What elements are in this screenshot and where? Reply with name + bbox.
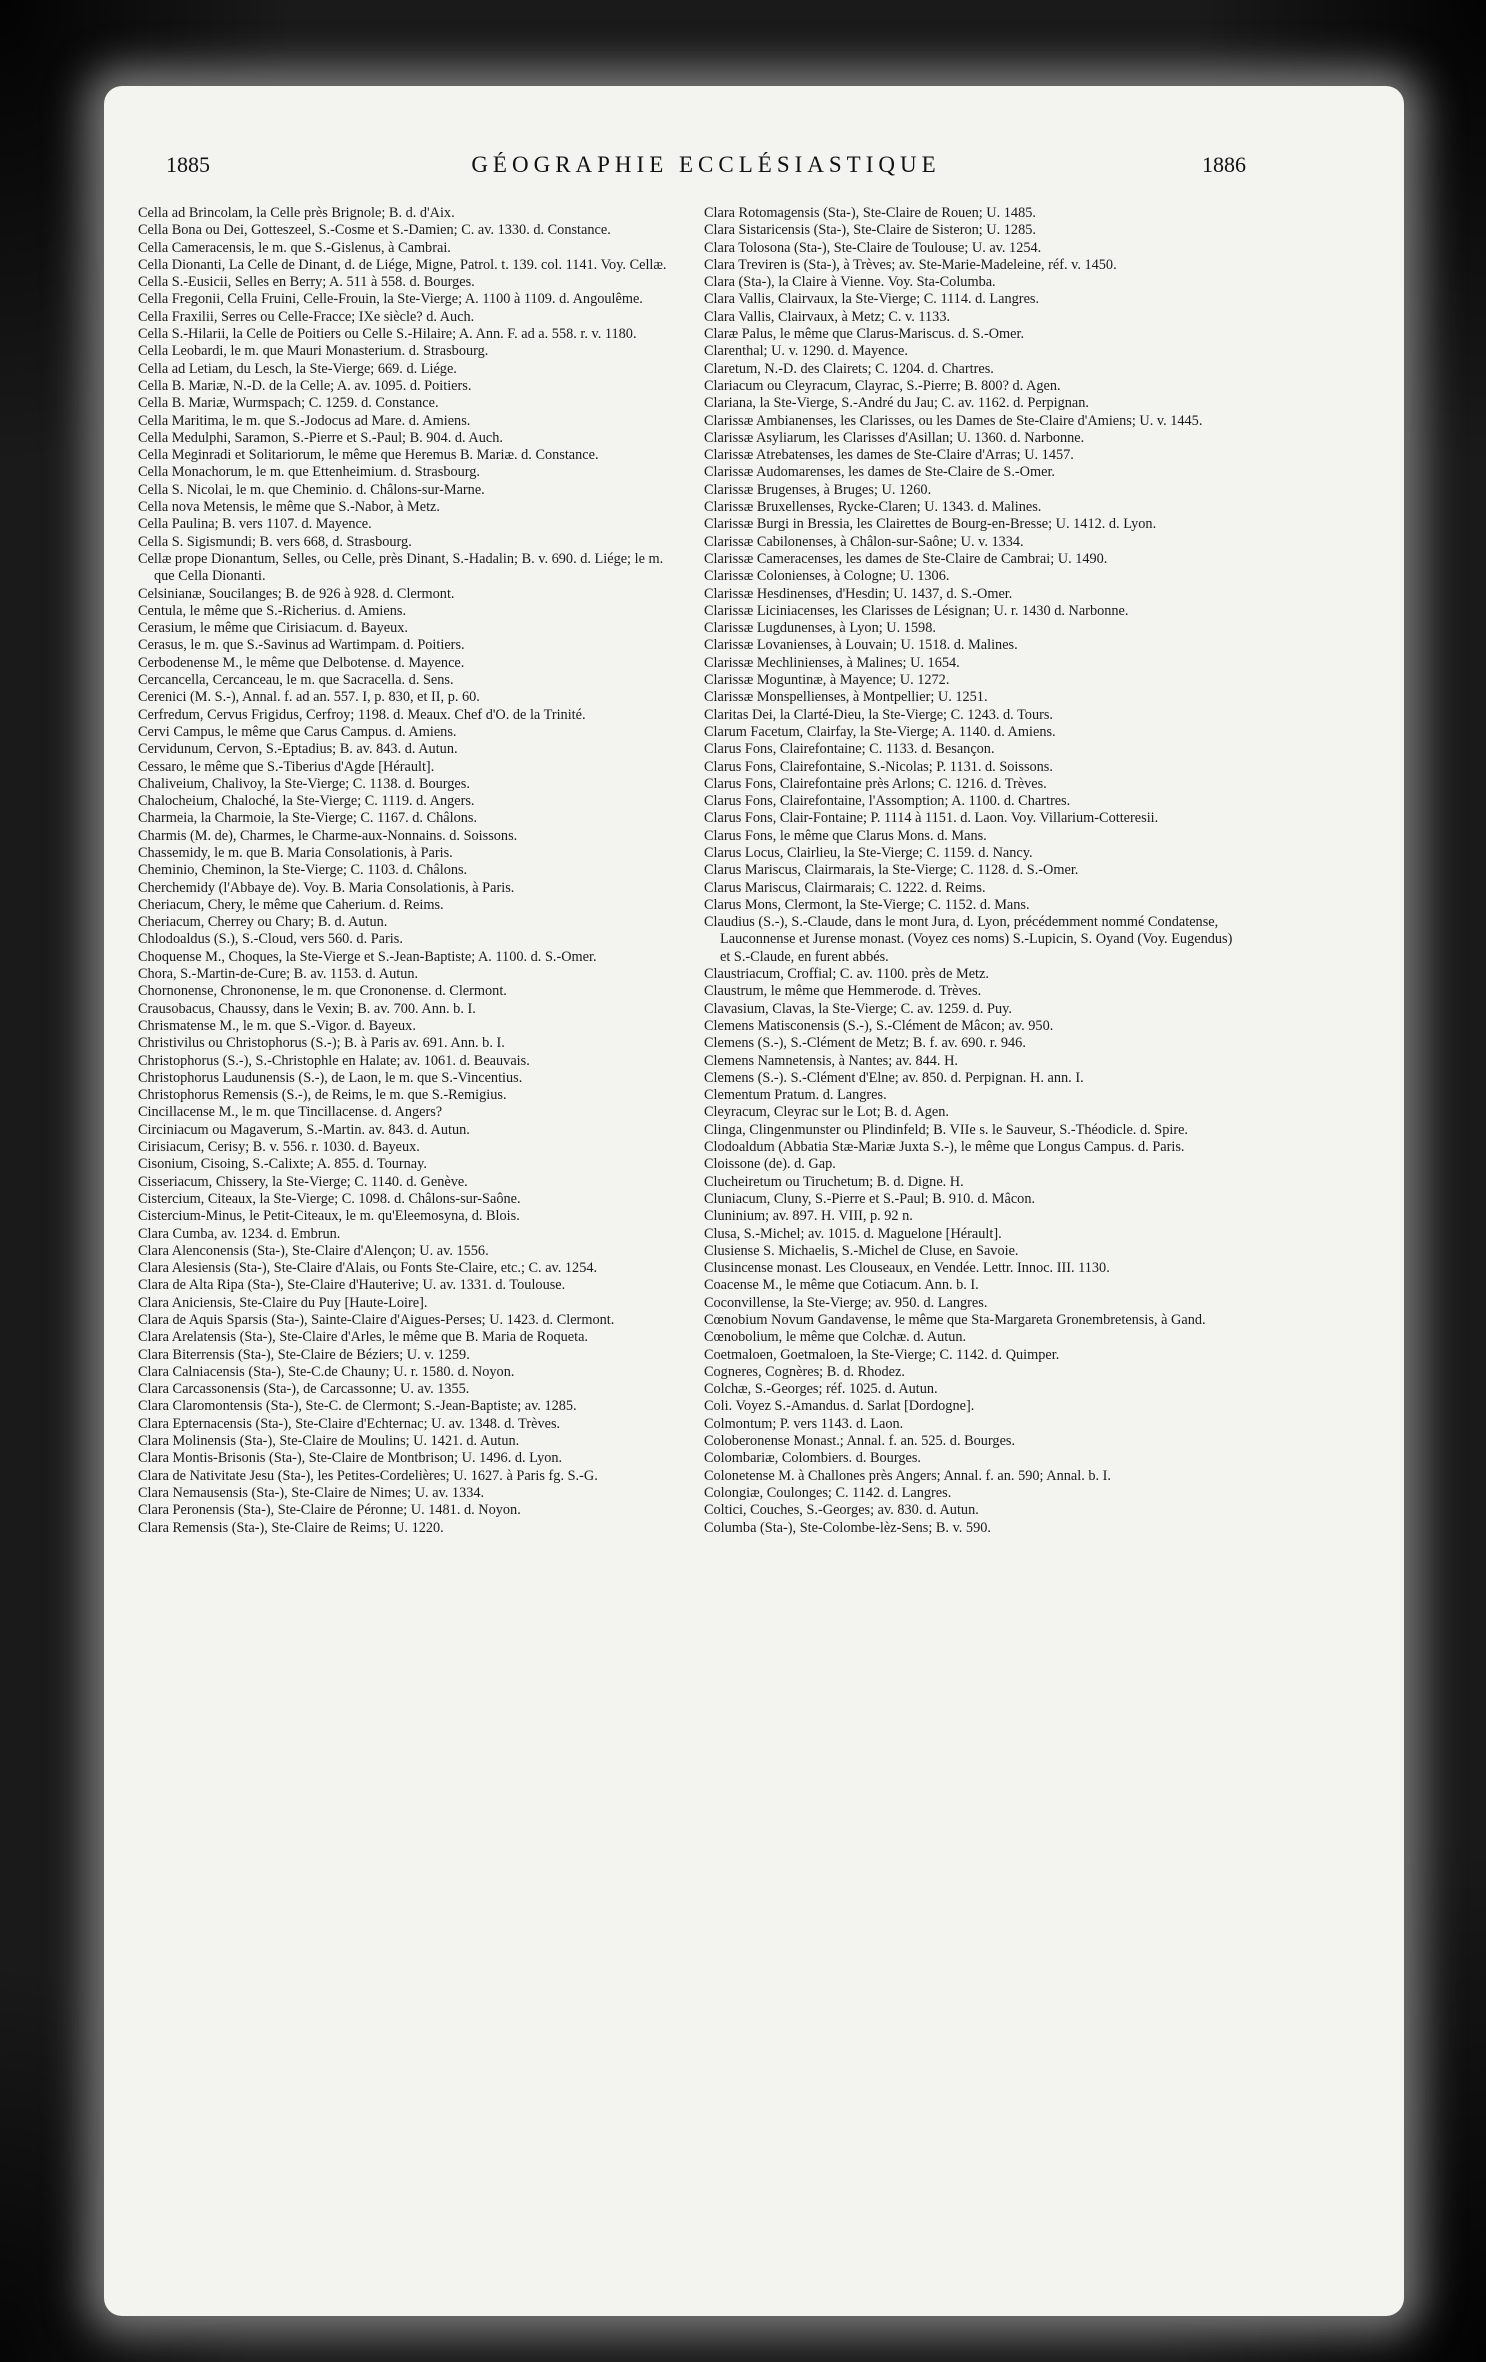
gazetteer-entry: Clementum Pratum. d. Langres. <box>704 1087 887 1104</box>
gazetteer-entry: Claræ Palus, le même que Clarus-Mariscus. d. S.-Omer. <box>704 326 1025 343</box>
gazetteer-entry: Clinga, Clingenmunster ou Plindinfeld; B. VIIe s. le Sauveur, S.-Théodicle. d. Spire. <box>704 1121 1188 1138</box>
gazetteer-entry: Chaliveium, Chalivoy, la Ste-Vierge; C. 1138. d. Bourges. <box>138 775 470 792</box>
gazetteer-entry: Clucheiretum ou Tiruchetum; B. d. Digne. H. <box>704 1173 964 1190</box>
gazetteer-entry: Cella Cameracensis, le m. que S.-Gislenus, à Cambrai. <box>138 239 451 256</box>
gazetteer-entry: Cervi Campus, le même que Carus Campus. d. Amiens. <box>138 723 457 740</box>
gazetteer-entry: Clusiense S. Michaelis, S.-Michel de Cluse, en Savoie. <box>704 1242 1019 1259</box>
gazetteer-entry: Clara Cumba, av. 1234. d. Embrun. <box>138 1225 341 1242</box>
gazetteer-entry: Cerfredum, Cervus Frigidus, Cerfroy; 1198. d. Meaux. Chef d'O. de la Trinité. <box>138 706 586 723</box>
gazetteer-entry: Colombariæ, Colombiers. d. Bourges. <box>704 1450 921 1467</box>
gazetteer-entry: Clara Vallis, Clairvaux, à Metz; C. v. 1133. <box>704 308 951 325</box>
gazetteer-entry: Clarus Fons, Clairefontaine, S.-Nicolas; P. 1131. d. Soissons. <box>704 758 1053 775</box>
gazetteer-entry: Celsinianæ, Soucilanges; B. de 926 à 928. d. Clermont. <box>138 585 455 602</box>
gazetteer-entry: Clara Nemausensis (Sta-), Ste-Claire de Nimes; U. av. 1334. <box>138 1484 485 1501</box>
gazetteer-entry: Cluniacum, Cluny, S.-Pierre et S.-Paul; B. 910. d. Mâcon. <box>704 1190 1036 1207</box>
gazetteer-entry: Clarissæ Liciniacenses, les Clarisses de Lésignan; U. r. 1430 d. Narbonne. <box>704 602 1129 619</box>
gazetteer-entry: Cerenici (M. S.-), Annal. f. ad an. 557. I, p. 830, et II, p. 60. <box>138 689 480 706</box>
gazetteer-entry: Clarissæ Asyliarum, les Clarisses d'Asillan; U. 1360. d. Narbonne. <box>704 429 1085 446</box>
gazetteer-entry: Choquense M., Choques, la Ste-Vierge et S.-Jean-Baptiste; A. 1100. d. S.-Omer. <box>138 948 597 965</box>
gazetteer-entry: Colonetense M. à Challones près Angers; Annal. f. an. 590; Annal. b. I. <box>704 1467 1111 1484</box>
gazetteer-entry: Clarenthal; U. v. 1290. d. Mayence. <box>704 343 908 360</box>
gazetteer-entry: Clemens Namnetensis, à Nantes; av. 844. H. <box>704 1052 958 1069</box>
gazetteer-entry: Clarissæ Brugenses, à Bruges; U. 1260. <box>704 481 932 498</box>
gazetteer-entry: Circiniacum ou Magaverum, S.-Martin. av. 843. d. Autun. <box>138 1121 470 1138</box>
gazetteer-entry: Cella nova Metensis, le même que S.-Nabor, à Metz. <box>138 499 440 516</box>
gazetteer-entry: Clara (Sta-), la Claire à Vienne. Voy. Sta-Columba. <box>704 274 996 291</box>
page-number-left: 1885 <box>166 152 210 177</box>
gazetteer-entry: Cincillacense M., le m. que Tincillacense. d. Angers? <box>138 1104 443 1121</box>
gazetteer-entry: Clarissæ Bruxellenses, Rycke-Claren; U. 1343. d. Malines. <box>704 499 1042 516</box>
gazetteer-entry: Cella Maritima, le m. que S.-Jodocus ad Mare. d. Amiens. <box>138 412 471 429</box>
gazetteer-entry: Clara Sistaricensis (Sta-), Ste-Claire de Sisteron; U. 1285. <box>704 222 1036 239</box>
gazetteer-entry: Clarus Fons, Clair-Fontaine; P. 1114 à 1151. d. Laon. Voy. Villarium-Cotteresii. <box>704 810 1159 827</box>
gazetteer-entry: Coetmaloen, Goetmaloen, la Ste-Vierge; C. 1142. d. Quimper. <box>704 1346 1060 1363</box>
gazetteer-entry: Clarus Fons, Clairefontaine, l'Assomption; A. 1100. d. Chartres. <box>704 793 1071 810</box>
gazetteer-entry: Clarus Mariscus, Clairmarais; C. 1222. d. Reims. <box>704 879 986 896</box>
gazetteer-entry: Colchæ, S.-Georges; réf. 1025. d. Autun. <box>704 1381 938 1398</box>
gazetteer-entry: Colmontum; P. vers 1143. d. Laon. <box>704 1415 904 1432</box>
gazetteer-entry: Cisseriacum, Chissery, la Ste-Vierge; C. 1140. d. Genève. <box>138 1173 468 1190</box>
gazetteer-entry: Centula, le même que S.-Richerius. d. Amiens. <box>138 602 407 619</box>
gazetteer-entry: Clarissæ Atrebatenses, les dames de Ste-Claire d'Arras; U. 1457. <box>704 447 1074 464</box>
right-column <box>704 205 1244 1537</box>
gazetteer-entry: Clara Peronensis (Sta-), Ste-Claire de Péronne; U. 1481. d. Noyon. <box>138 1502 521 1519</box>
gazetteer-entry: Cella Fregonii, Cella Fruini, Celle-Frouin, la Ste-Vierge; A. 1100 à 1109. d. Angoulême. <box>138 291 643 308</box>
gazetteer-entry: Clara de Nativitate Jesu (Sta-), les Petites-Cordelières; U. 1627. à Paris fg. S.-G. <box>138 1467 598 1484</box>
gazetteer-entry: Clarissæ Monspellienses, à Montpellier; U. 1251. <box>704 689 988 706</box>
gazetteer-entry: Cella Dionanti, La Celle de Dinant, d. de Liége, Migne, Patrol. t. 139. col. 1141. Voy. Cellæ. <box>138 256 667 273</box>
gazetteer-entry: Claritas Dei, la Clarté-Dieu, la Ste-Vierge; C. 1243. d. Tours. <box>704 706 1054 723</box>
gazetteer-entry: Cheriacum, Chery, le même que Caherium. d. Reims. <box>138 896 444 913</box>
gazetteer-entry: Clavasium, Clavas, la Ste-Vierge; C. av. 1259. d. Puy. <box>704 1000 1012 1017</box>
gazetteer-entry: Cella B. Mariæ, Wurmspach; C. 1259. d. Constance. <box>138 395 439 412</box>
gazetteer-entry: Clarus Fons, Clairefontaine; C. 1133. d. Besançon. <box>704 741 995 758</box>
gazetteer-entry: Clarus Locus, Clairlieu, la Ste-Vierge; C. 1159. d. Nancy. <box>704 844 1033 861</box>
gazetteer-entry: Cœnobium Novum Gandavense, le même que Sta-Margareta Gronembretensis, à Gand. <box>704 1312 1206 1328</box>
gazetteer-entry: Clusa, S.-Michel; av. 1015. d. Maguelone [Hérault]. <box>704 1225 1002 1242</box>
gazetteer-entry: Clarum Facetum, Clairfay, la Ste-Vierge; A. 1140. d. Amiens. <box>704 723 1056 740</box>
gazetteer-entry: Clarissæ Audomarenses, les dames de Ste-Claire de S.-Omer. <box>704 464 1055 481</box>
gazetteer-entry: Claustrum, le même que Hemmerode. d. Trèves. <box>704 983 982 1000</box>
gazetteer-entry: Chlodoaldus (S.), S.-Cloud, vers 560. d. Paris. <box>138 931 403 948</box>
gazetteer-entry: Cercancella, Cercanceau, le m. que Sacracella. d. Sens. <box>138 672 454 689</box>
gazetteer-entry: Clarissæ Lovanienses, à Louvain; U. 1518. d. Malines. <box>704 637 1018 654</box>
gazetteer-entry: Christophorus Laudunensis (S.-), de Laon, le m. que S.-Vincentius. <box>138 1069 523 1086</box>
gazetteer-entry: Clara Rotomagensis (Sta-), Ste-Claire de Rouen; U. 1485. <box>704 205 1036 221</box>
gazetteer-entry: Coloberonense Monast.; Annal. f. an. 525. d. Bourges. <box>704 1433 1016 1450</box>
gazetteer-entry: Cloissone (de). d. Gap. <box>704 1156 836 1173</box>
gazetteer-entry: Clarissæ Mechlinienses, à Malines; U. 1654. <box>704 654 960 671</box>
gazetteer-entry: Clarissæ Lugdunenses, à Lyon; U. 1598. <box>704 620 936 637</box>
gazetteer-entry: Clarissæ Hesdinenses, d'Hesdin; U. 1437, d. S.-Omer. <box>704 585 1013 602</box>
gazetteer-entry: Clariacum ou Cleyracum, Clayrac, S.-Pierre; B. 800? d. Agen. <box>704 377 1061 394</box>
gazetteer-entry: Cirisiacum, Cerisy; B. v. 556. r. 1030. d. Bayeux. <box>138 1139 420 1156</box>
gazetteer-entry: Chrismatense M., le m. que S.-Vigor. d. Bayeux. <box>138 1017 416 1034</box>
gazetteer-entry: Clarus Fons, le même que Clarus Mons. d. Mans. <box>704 827 987 844</box>
gazetteer-entry: Clusincense monast. Les Clouseaux, en Vendée. Lettr. Innoc. III. 1130. <box>704 1260 1110 1277</box>
gazetteer-entry: Clarissæ Cabilonenses, à Châlon-sur-Saône; U. v. 1334. <box>704 533 1024 550</box>
gazetteer-entry: Cella ad Brincolam, la Celle près Brignole; B. d. d'Aix. <box>138 205 455 221</box>
gazetteer-entry: Cella Paulina; B. vers 1107. d. Mayence. <box>138 516 372 533</box>
gazetteer-entry: Cheminio, Cheminon, la Ste-Vierge; C. 1103. d. Châlons. <box>138 862 468 879</box>
gazetteer-entry: Cella S. Sigismundi; B. vers 668, d. Strasbourg. <box>138 533 412 550</box>
gazetteer-entry: Clara Claromontensis (Sta-), Ste-C. de Clermont; S.-Jean-Baptiste; av. 1285. <box>138 1398 577 1415</box>
page-number-right: 1886 <box>1202 152 1246 177</box>
gazetteer-entry: Christophorus (S.-), S.-Christophle en Halate; av. 1061. d. Beauvais. <box>138 1052 530 1069</box>
gazetteer-entry: Cella S.-Eusicii, Selles en Berry; A. 511 à 558. d. Bourges. <box>138 274 475 291</box>
gazetteer-entry: Clodoaldum (Abbatia Stæ-Mariæ Juxta S.-), le même que Longus Campus. d. Paris. <box>704 1139 1185 1156</box>
gazetteer-entry: Cella Medulphi, Saramon, S.-Pierre et S.-Paul; B. 904. d. Auch. <box>138 429 503 446</box>
running-title: GÉOGRAPHIE ECCLÉSIASTIQUE <box>471 152 941 177</box>
gazetteer-entry: Cerbodenense M., le même que Delbotense. d. Mayence. <box>138 654 465 671</box>
gazetteer-entry: Coltici, Couches, S.-Georges; av. 830. d. Autun. <box>704 1502 979 1519</box>
gazetteer-entry: Cerasium, le même que Cirisiacum. d. Bayeux. <box>138 620 408 637</box>
gazetteer-entry: Cella S.-Hilarii, la Celle de Poitiers ou Celle S.-Hilaire; A. Ann. F. ad a. 558. r. v. 1180. <box>138 326 637 343</box>
gazetteer-entry: Cella Fraxilii, Serres ou Celle-Fracce; IXe siècle? d. Auch. <box>138 308 475 325</box>
gazetteer-entry: Clara Remensis (Sta-), Ste-Claire de Reims; U. 1220. <box>138 1519 444 1536</box>
gazetteer-entry: Chora, S.-Martin-de-Cure; B. av. 1153. d. Autun. <box>138 966 419 983</box>
gazetteer-entry: Cogneres, Cognères; B. d. Rhodez. <box>704 1363 905 1380</box>
gazetteer-entry: Clarissæ Moguntinæ, à Mayence; U. 1272. <box>704 672 950 689</box>
gazetteer-entry: Clarissæ Cameracenses, les dames de Ste-Claire de Cambrai; U. 1490. <box>704 550 1108 567</box>
gazetteer-entry: Cistercium-Minus, le Petit-Citeaux, le m. qu'Eleemosyna, d. Blois. <box>138 1208 520 1225</box>
gazetteer-entry: Cella Monachorum, le m. que Ettenheimium. d. Strasbourg. <box>138 464 481 481</box>
gazetteer-entry: Chornonense, Chrononense, le m. que Crononense. d. Clermont. <box>138 983 507 1000</box>
gazetteer-entry: Clemens (S.-). S.-Clément d'Elne; av. 850. d. Perpignan. H. ann. I. <box>704 1069 1084 1086</box>
gazetteer-entry: Clara Epternacensis (Sta-), Ste-Claire d'Echternac; U. av. 1348. d. Trèves. <box>138 1415 561 1432</box>
gazetteer-entry: Cella Meginradi et Solitariorum, le même que Heremus B. Mariæ. d. Constance. <box>138 447 599 464</box>
gazetteer-entry: Coconvillense, la Ste-Vierge; av. 950. d. Langres. <box>704 1294 988 1311</box>
gazetteer-entry: Colongiæ, Coulonges; C. 1142. d. Langres. <box>704 1484 952 1501</box>
gazetteer-entry: Cisonium, Cisoing, S.-Calixte; A. 855. d. Tournay. <box>138 1156 427 1173</box>
left-column <box>138 205 674 1537</box>
gazetteer-entry: Clarus Fons, Clairefontaine près Arlons; C. 1216. d. Trèves. <box>704 775 1047 792</box>
gazetteer-entry: Clara Carcassonensis (Sta-), de Carcassonne; U. av. 1355. <box>138 1381 470 1398</box>
gazetteer-entry: Clara Treviren is (Sta-), à Trèves; av. Ste-Marie-Madeleine, réf. v. 1450. <box>704 256 1117 273</box>
gazetteer-entry: Clemens Matisconensis (S.-), S.-Clément de Mâcon; av. 950. <box>704 1017 1054 1034</box>
gazetteer-entry: Cella S. Nicolai, le m. que Cheminio. d. Châlons-sur-Marne. <box>138 481 485 498</box>
gazetteer-entry: Clarissæ Burgi in Bressia, les Clairettes de Bourg-en-Bresse; U. 1412. d. Lyon. <box>704 516 1157 533</box>
gazetteer-entry: Christophorus Remensis (S.-), de Reims, le m. que S.-Remigius. <box>138 1087 507 1104</box>
gazetteer-entry: Cleyracum, Cleyrac sur le Lot; B. d. Agen. <box>704 1104 949 1121</box>
gazetteer-entry: Cherchemidy (l'Abbaye de). Voy. B. Maria Consolationis, à Paris. <box>138 879 515 896</box>
gazetteer-entry: Cellæ prope Dionantum, Selles, ou Celle, près Dinant, S.-Hadalin; B. v. 690. d. Liége; le m. que Cella Dionanti. <box>138 550 664 585</box>
gazetteer-entry: Cistercium, Citeaux, la Ste-Vierge; C. 1098. d. Châlons-sur-Saône. <box>138 1190 521 1207</box>
gazetteer-entry: Cœnobolium, le même que Colchæ. d. Autun. <box>704 1329 967 1346</box>
gazetteer-entry: Clara Arelatensis (Sta-), Ste-Claire d'Arles, le même que B. Maria de Roqueta. <box>138 1329 589 1346</box>
gazetteer-entry: Clara Calniacensis (Sta-), Ste-C.de Chauny; U. r. 1580. d. Noyon. <box>138 1363 515 1380</box>
gazetteer-entry: Cervidunum, Cervon, S.-Eptadius; B. av. 843. d. Autun. <box>138 741 458 758</box>
gazetteer-entry: Clara Montis-Brisonis (Sta-), Ste-Claire de Montbrison; U. 1496. d. Lyon. <box>138 1450 563 1467</box>
gazetteer-entry: Clara de Alta Ripa (Sta-), Ste-Claire d'Hauterive; U. av. 1331. d. Toulouse. <box>138 1277 566 1294</box>
gazetteer-entry: Cheriacum, Cherrey ou Chary; B. d. Autun. <box>138 914 388 931</box>
gazetteer-entry: Cella ad Letiam, du Lesch, la Ste-Vierge; 669. d. Liége. <box>138 360 457 377</box>
page-header <box>166 152 1246 192</box>
gazetteer-entry: Clara Tolosona (Sta-), Ste-Claire de Toulouse; U. av. 1254. <box>704 239 1042 256</box>
gazetteer-entry: Cessaro, le même que S.-Tiberius d'Agde [Hérault]. <box>138 758 435 775</box>
gazetteer-entry: Charmeia, la Charmoie, la Ste-Vierge; C. 1167. d. Châlons. <box>138 810 478 827</box>
gazetteer-entry: Claudius (S.-), S.-Claude, dans le mont Jura, d. Lyon, précédemment nommé Condatense, Lauconnense et Jurense monast. (Voyez ces noms) S.-Lupicin, S. Oyand (Voy. Eugendus) et S.-Claude, en furent abbés. <box>704 914 1233 965</box>
gazetteer-entry: Clarus Mariscus, Clairmarais, la Ste-Vierge; C. 1128. d. S.-Omer. <box>704 862 1079 879</box>
gazetteer-entry: Christivilus ou Christophorus (S.-); B. à Paris av. 691. Ann. b. I. <box>138 1035 505 1052</box>
gazetteer-entry: Claustriacum, Croffial; C. av. 1100. près de Metz. <box>704 966 989 983</box>
gazetteer-entry: Clara de Aquis Sparsis (Sta-), Sainte-Claire d'Aigues-Perses; U. 1423. d. Clermont. <box>138 1312 615 1328</box>
gazetteer-entry: Cella Leobardi, le m. que Mauri Monasterium. d. Strasbourg. <box>138 343 489 360</box>
gazetteer-entry: Clara Vallis, Clairvaux, la Ste-Vierge; C. 1114. d. Langres. <box>704 291 1040 308</box>
gazetteer-entry: Chalocheium, Chaloché, la Ste-Vierge; C. 1119. d. Angers. <box>138 793 475 810</box>
gazetteer-entry: Cella B. Mariæ, N.-D. de la Celle; A. av. 1095. d. Poitiers. <box>138 377 472 394</box>
gazetteer-entry: Cella Bona ou Dei, Gotteszeel, S.-Cosme et S.-Damien; C. av. 1330. d. Constance. <box>138 222 611 239</box>
gazetteer-entry: Clara Biterrensis (Sta-), Ste-Claire de Béziers; U. v. 1259. <box>138 1346 470 1363</box>
gazetteer-entry: Cerasus, le m. que S.-Savinus ad Wartimpam. d. Poitiers. <box>138 637 465 654</box>
gazetteer-entry: Coli. Voyez S.-Amandus. d. Sarlat [Dordogne]. <box>704 1398 975 1415</box>
gazetteer-entry: Crausobacus, Chaussy, dans le Vexin; B. av. 700. Ann. b. I. <box>138 1000 476 1017</box>
gazetteer-entry: Clarissæ Colonienses, à Cologne; U. 1306. <box>704 568 950 585</box>
gazetteer-entry: Clara Alenconensis (Sta-), Ste-Claire d'Alençon; U. av. 1556. <box>138 1242 489 1259</box>
gazetteer-entry: Cluninium; av. 897. H. VIII, p. 92 n. <box>704 1208 913 1225</box>
gazetteer-entry: Clara Aniciensis, Ste-Claire du Puy [Haute-Loire]. <box>138 1294 428 1311</box>
gazetteer-entry: Claretum, N.-D. des Clairets; C. 1204. d. Chartres. <box>704 360 994 377</box>
gazetteer-entry: Charmis (M. de), Charmes, le Charme-aux-Nonnains. d. Soissons. <box>138 827 518 844</box>
gazetteer-entry: Columba (Sta-), Ste-Colombe-lèz-Sens; B. v. 590. <box>704 1519 991 1536</box>
gazetteer-entry: Chassemidy, le m. que B. Maria Consolationis, à Paris. <box>138 844 453 861</box>
gazetteer-entry: Clemens (S.-), S.-Clément de Metz; B. f. av. 690. r. 946. <box>704 1035 1026 1052</box>
gazetteer-entry: Clarus Mons, Clermont, la Ste-Vierge; C. 1152. d. Mans. <box>704 896 1030 913</box>
gazetteer-entry: Clarissæ Ambianenses, les Clarisses, ou les Dames de Ste-Claire d'Amiens; U. v. 1445. <box>704 412 1203 429</box>
gazetteer-entry: Coacense M., le même que Cotiacum. Ann. b. I. <box>704 1277 979 1294</box>
gazetteer-entry: Clariana, la Ste-Vierge, S.-André du Jau; C. av. 1162. d. Perpignan. <box>704 395 1089 412</box>
gazetteer-entry: Clara Alesiensis (Sta-), Ste-Claire d'Alais, ou Fonts Ste-Claire, etc.; C. av. 1254. <box>138 1260 598 1277</box>
gazetteer-entry: Clara Molinensis (Sta-), Ste-Claire de Moulins; U. 1421. d. Autun. <box>138 1433 520 1450</box>
